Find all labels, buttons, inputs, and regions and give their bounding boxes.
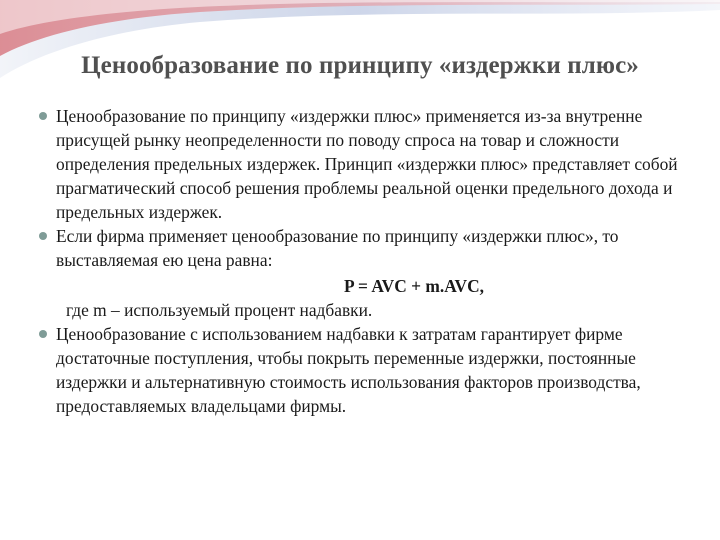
bullet-text: Ценообразование с использованием надбавки к затратам гарантирует фирме достаточные поступления, чтобы покрыть переменные издержки, постоянные издержки и альтернативную стоимость использования факторов производства, предоставляемых владельцами фирмы. (56, 324, 641, 416)
bullet-item (56, 224, 692, 272)
price-formula: P = AVC + m.AVC, (344, 276, 484, 296)
bullet-dot-icon (39, 330, 47, 338)
bullet-dot-icon (39, 112, 47, 120)
bullet-item (56, 322, 692, 418)
slide-title: Ценообразование по принципу «издержки плюс» (81, 52, 639, 79)
formula-note: где m – используемый процент надбавки. (66, 300, 373, 320)
bullet-dot-icon (39, 232, 47, 240)
bullet-item (56, 104, 692, 224)
slide-body (56, 104, 692, 418)
bullet-text: Ценообразование по принципу «издержки плюс» применяется из-за внутренне присущей рынку неопределенности по поводу спроса на товар и сложности определения предельных издержек. Принцип «издержки плюс» представляет собой прагматический способ решения проблемы реальной оценки предельного дохода и предельных издержек. (56, 106, 678, 222)
bullet-text: Если фирма применяет ценообразование по принципу «издержки плюс», то выставляемая ею цена равна: (56, 226, 619, 270)
